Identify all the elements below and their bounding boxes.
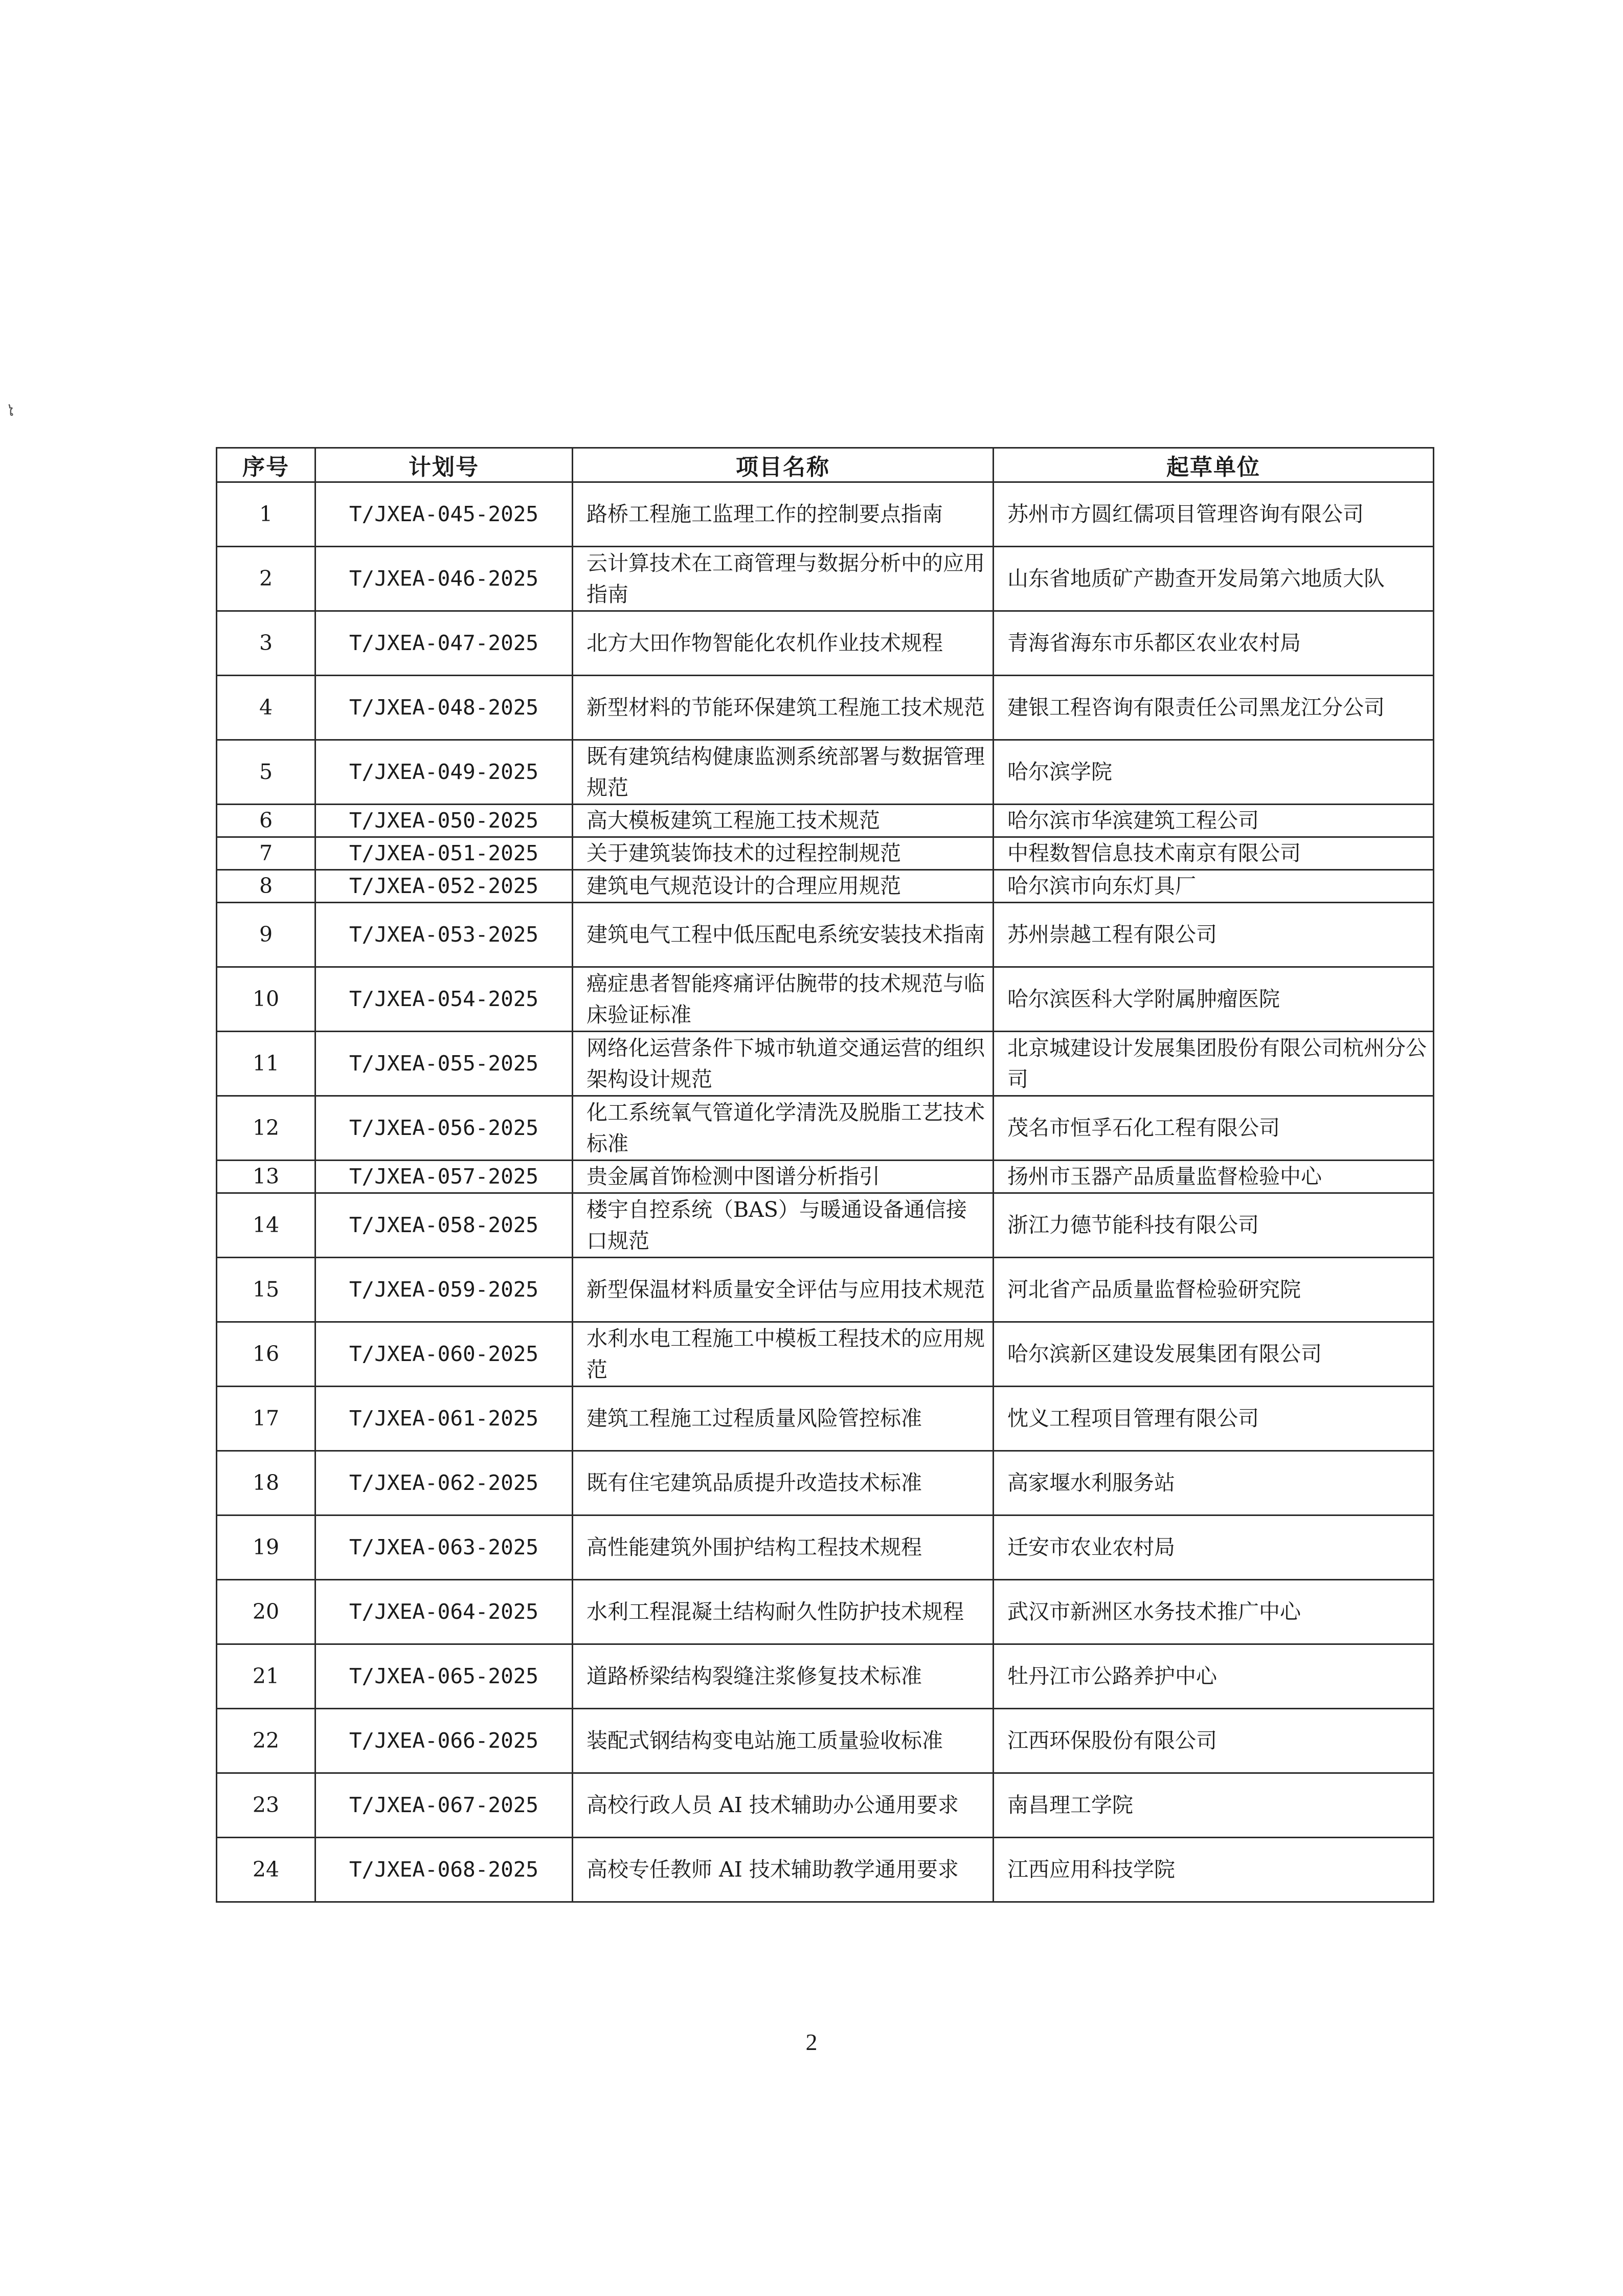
cell-name: 建筑电气工程中低压配电系统安装技术指南 <box>573 903 994 967</box>
cell-no: 17 <box>217 1387 315 1451</box>
cell-no: 3 <box>217 611 315 676</box>
cell-no: 6 <box>217 805 315 837</box>
cell-code: T/JXEA-062-2025 <box>315 1451 573 1515</box>
cell-name: 路桥工程施工监理工作的控制要点指南 <box>573 482 994 547</box>
cell-unit: 扬州市玉器产品质量监督检验中心 <box>994 1161 1434 1193</box>
cell-name: 既有住宅建筑品质提升改造技术标准 <box>573 1451 994 1515</box>
table-row <box>217 1644 1434 1709</box>
table-row <box>217 870 1434 903</box>
table-row <box>217 805 1434 837</box>
cell-unit: 迁安市农业农村局 <box>994 1515 1434 1580</box>
cell-unit: 哈尔滨学院 <box>994 740 1434 805</box>
cell-unit: 牡丹江市公路养护中心 <box>994 1644 1434 1709</box>
cell-no: 5 <box>217 740 315 805</box>
cell-code: T/JXEA-066-2025 <box>315 1709 573 1773</box>
table-row <box>217 967 1434 1032</box>
table-row <box>217 1387 1434 1451</box>
table-row <box>217 1709 1434 1773</box>
cell-unit: 江西应用科技学院 <box>994 1838 1434 1902</box>
cell-name: 高校行政人员 AI 技术辅助办公通用要求 <box>573 1773 994 1838</box>
table-row <box>217 676 1434 740</box>
cell-code: T/JXEA-063-2025 <box>315 1515 573 1580</box>
cell-unit: 山东省地质矿产勘查开发局第六地质大队 <box>994 547 1434 611</box>
cell-code: T/JXEA-050-2025 <box>315 805 573 837</box>
plan-table <box>216 447 1434 1903</box>
cell-unit: 北京城建设计发展集团股份有限公司杭州分公司 <box>994 1032 1434 1096</box>
cell-code: T/JXEA-045-2025 <box>315 482 573 547</box>
cell-unit: 浙江力德节能科技有限公司 <box>994 1193 1434 1258</box>
table-row <box>217 1773 1434 1838</box>
header-code: 计划号 <box>315 448 573 482</box>
table-row <box>217 1161 1434 1193</box>
table-row <box>217 547 1434 611</box>
cell-unit: 哈尔滨新区建设发展集团有限公司 <box>994 1322 1434 1387</box>
table-row <box>217 740 1434 805</box>
table-header-row <box>217 448 1434 482</box>
cell-name: 关于建筑装饰技术的过程控制规范 <box>573 837 994 870</box>
cell-name: 楼宇自控系统（BAS）与暖通设备通信接口规范 <box>573 1193 994 1258</box>
cell-name: 水利工程混凝土结构耐久性防护技术规程 <box>573 1580 994 1644</box>
cell-name: 高大模板建筑工程施工技术规范 <box>573 805 994 837</box>
cell-name: 高校专任教师 AI 技术辅助教学通用要求 <box>573 1838 994 1902</box>
cell-no: 21 <box>217 1644 315 1709</box>
cell-no: 12 <box>217 1096 315 1161</box>
table-row <box>217 1838 1434 1902</box>
page-number: 2 <box>805 2029 818 2055</box>
cell-no: 24 <box>217 1838 315 1902</box>
cell-code: T/JXEA-065-2025 <box>315 1644 573 1709</box>
table-row <box>217 1451 1434 1515</box>
cell-unit: 忱义工程项目管理有限公司 <box>994 1387 1434 1451</box>
cell-no: 19 <box>217 1515 315 1580</box>
cell-no: 4 <box>217 676 315 740</box>
header-name: 项目名称 <box>573 448 994 482</box>
cell-unit: 哈尔滨医科大学附属肿瘤医院 <box>994 967 1434 1032</box>
cell-no: 13 <box>217 1161 315 1193</box>
cell-code: T/JXEA-048-2025 <box>315 676 573 740</box>
table-row <box>217 482 1434 547</box>
cell-no: 22 <box>217 1709 315 1773</box>
cell-no: 14 <box>217 1193 315 1258</box>
cell-code: T/JXEA-056-2025 <box>315 1096 573 1161</box>
cell-code: T/JXEA-068-2025 <box>315 1838 573 1902</box>
cell-no: 8 <box>217 870 315 903</box>
table-row <box>217 1193 1434 1258</box>
cell-unit: 苏州崇越工程有限公司 <box>994 903 1434 967</box>
cell-name: 水利水电工程施工中模板工程技术的应用规范 <box>573 1322 994 1387</box>
cell-code: T/JXEA-053-2025 <box>315 903 573 967</box>
cell-unit: 河北省产品质量监督检验研究院 <box>994 1258 1434 1322</box>
cell-unit: 高家堰水利服务站 <box>994 1451 1434 1515</box>
cell-code: T/JXEA-051-2025 <box>315 837 573 870</box>
cell-name: 高性能建筑外围护结构工程技术规程 <box>573 1515 994 1580</box>
cell-code: T/JXEA-059-2025 <box>315 1258 573 1322</box>
cell-no: 10 <box>217 967 315 1032</box>
cell-name: 装配式钢结构变电站施工质量验收标准 <box>573 1709 994 1773</box>
cell-unit: 江西环保股份有限公司 <box>994 1709 1434 1773</box>
cell-code: T/JXEA-049-2025 <box>315 740 573 805</box>
cell-no: 11 <box>217 1032 315 1096</box>
scan-artifact: ໄ <box>7 404 14 419</box>
cell-code: T/JXEA-060-2025 <box>315 1322 573 1387</box>
cell-unit: 哈尔滨市华滨建筑工程公司 <box>994 805 1434 837</box>
cell-name: 贵金属首饰检测中图谱分析指引 <box>573 1161 994 1193</box>
cell-code: T/JXEA-064-2025 <box>315 1580 573 1644</box>
cell-name: 化工系统氧气管道化学清洗及脱脂工艺技术标准 <box>573 1096 994 1161</box>
cell-name: 既有建筑结构健康监测系统部署与数据管理规范 <box>573 740 994 805</box>
cell-no: 23 <box>217 1773 315 1838</box>
cell-no: 1 <box>217 482 315 547</box>
cell-name: 建筑工程施工过程质量风险管控标准 <box>573 1387 994 1451</box>
table-row <box>217 1322 1434 1387</box>
cell-unit: 武汉市新洲区水务技术推广中心 <box>994 1580 1434 1644</box>
cell-name: 新型保温材料质量安全评估与应用技术规范 <box>573 1258 994 1322</box>
cell-name: 道路桥梁结构裂缝注浆修复技术标准 <box>573 1644 994 1709</box>
cell-code: T/JXEA-047-2025 <box>315 611 573 676</box>
cell-unit: 茂名市恒孚石化工程有限公司 <box>994 1096 1434 1161</box>
cell-unit: 建银工程咨询有限责任公司黑龙江分公司 <box>994 676 1434 740</box>
cell-unit: 南昌理工学院 <box>994 1773 1434 1838</box>
cell-code: T/JXEA-058-2025 <box>315 1193 573 1258</box>
cell-code: T/JXEA-054-2025 <box>315 967 573 1032</box>
cell-no: 7 <box>217 837 315 870</box>
cell-unit: 青海省海东市乐都区农业农村局 <box>994 611 1434 676</box>
table-row <box>217 837 1434 870</box>
cell-no: 16 <box>217 1322 315 1387</box>
table-row <box>217 1032 1434 1096</box>
cell-unit: 苏州市方圆红儒项目管理咨询有限公司 <box>994 482 1434 547</box>
cell-no: 9 <box>217 903 315 967</box>
table-row <box>217 1096 1434 1161</box>
cell-no: 20 <box>217 1580 315 1644</box>
cell-code: T/JXEA-067-2025 <box>315 1773 573 1838</box>
table-row <box>217 1258 1434 1322</box>
cell-code: T/JXEA-061-2025 <box>315 1387 573 1451</box>
cell-unit: 哈尔滨市向东灯具厂 <box>994 870 1434 903</box>
header-unit: 起草单位 <box>994 448 1434 482</box>
table-row <box>217 1515 1434 1580</box>
cell-code: T/JXEA-052-2025 <box>315 870 573 903</box>
cell-name: 北方大田作物智能化农机作业技术规程 <box>573 611 994 676</box>
cell-name: 建筑电气规范设计的合理应用规范 <box>573 870 994 903</box>
cell-code: T/JXEA-046-2025 <box>315 547 573 611</box>
table-row <box>217 1580 1434 1644</box>
cell-code: T/JXEA-057-2025 <box>315 1161 573 1193</box>
table-row <box>217 903 1434 967</box>
cell-name: 云计算技术在工商管理与数据分析中的应用指南 <box>573 547 994 611</box>
cell-no: 2 <box>217 547 315 611</box>
cell-no: 18 <box>217 1451 315 1515</box>
header-no: 序号 <box>217 448 315 482</box>
cell-code: T/JXEA-055-2025 <box>315 1032 573 1096</box>
cell-unit: 中程数智信息技术南京有限公司 <box>994 837 1434 870</box>
cell-no: 15 <box>217 1258 315 1322</box>
cell-name: 网络化运营条件下城市轨道交通运营的组织架构设计规范 <box>573 1032 994 1096</box>
cell-name: 癌症患者智能疼痛评估腕带的技术规范与临床验证标准 <box>573 967 994 1032</box>
table-row <box>217 611 1434 676</box>
cell-name: 新型材料的节能环保建筑工程施工技术规范 <box>573 676 994 740</box>
